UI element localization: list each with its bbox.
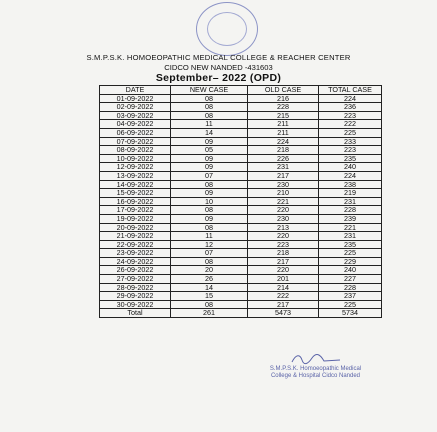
cell-new-case: 11 bbox=[171, 232, 248, 241]
cell-new-case: 20 bbox=[171, 266, 248, 275]
cell-old-case: 218 bbox=[248, 249, 319, 258]
column-header-date: DATE bbox=[100, 86, 171, 95]
cell-new-case: 07 bbox=[171, 249, 248, 258]
total-label: Total bbox=[100, 309, 171, 318]
cell-date: 30-09-2022 bbox=[100, 300, 171, 309]
cell-old-case: 228 bbox=[248, 103, 319, 112]
cell-new-case: 09 bbox=[171, 154, 248, 163]
cell-date: 14-09-2022 bbox=[100, 180, 171, 189]
cell-new-case: 07 bbox=[171, 171, 248, 180]
cell-old-case: 217 bbox=[248, 300, 319, 309]
cell-new-case: 08 bbox=[171, 223, 248, 232]
table-row bbox=[100, 275, 382, 284]
signature-block bbox=[268, 352, 363, 386]
cell-date: 06-09-2022 bbox=[100, 128, 171, 137]
cell-new-case: 08 bbox=[171, 300, 248, 309]
cell-total-case: 223 bbox=[319, 111, 382, 120]
cell-total-case: 219 bbox=[319, 189, 382, 198]
cell-total-case: 224 bbox=[319, 171, 382, 180]
cell-old-case: 201 bbox=[248, 275, 319, 284]
cell-old-case: 223 bbox=[248, 240, 319, 249]
cell-new-case: 09 bbox=[171, 214, 248, 223]
cell-old-case: 222 bbox=[248, 292, 319, 301]
opd-table bbox=[99, 85, 382, 318]
cell-total-case: 228 bbox=[319, 206, 382, 215]
cell-total-case: 235 bbox=[319, 240, 382, 249]
cell-new-case: 09 bbox=[171, 189, 248, 198]
cell-total-case: 224 bbox=[319, 94, 382, 103]
cell-total-case: 231 bbox=[319, 232, 382, 241]
cell-new-case: 08 bbox=[171, 103, 248, 112]
cell-date: 10-09-2022 bbox=[100, 154, 171, 163]
cell-old-case: 218 bbox=[248, 146, 319, 155]
table-row bbox=[100, 128, 382, 137]
cell-old-case: 226 bbox=[248, 154, 319, 163]
cell-total-case: 233 bbox=[319, 137, 382, 146]
institution-location: CIDCO NEW NANDED -431603 bbox=[164, 63, 273, 72]
cell-date: 28-09-2022 bbox=[100, 283, 171, 292]
cell-total-case: 238 bbox=[319, 180, 382, 189]
cell-old-case: 215 bbox=[248, 111, 319, 120]
cell-old-case: 210 bbox=[248, 189, 319, 198]
cell-total-case: 227 bbox=[319, 275, 382, 284]
cell-old-case: 230 bbox=[248, 180, 319, 189]
cell-old-case: 214 bbox=[248, 283, 319, 292]
cell-old-case: 230 bbox=[248, 214, 319, 223]
cell-date: 24-09-2022 bbox=[100, 257, 171, 266]
signature-scribble bbox=[286, 352, 346, 366]
cell-date: 02-09-2022 bbox=[100, 103, 171, 112]
cell-new-case: 05 bbox=[171, 146, 248, 155]
cell-total-case: 221 bbox=[319, 223, 382, 232]
table-row bbox=[100, 214, 382, 223]
table-row bbox=[100, 146, 382, 155]
cell-new-case: 14 bbox=[171, 283, 248, 292]
cell-old-case: 231 bbox=[248, 163, 319, 172]
cell-total-case: 235 bbox=[319, 154, 382, 163]
cell-total-case: 240 bbox=[319, 163, 382, 172]
cell-total-case: 236 bbox=[319, 103, 382, 112]
column-header-new-case: NEW CASE bbox=[171, 86, 248, 95]
column-header-total-case: TOTAL CASE bbox=[319, 86, 382, 95]
cell-date: 16-09-2022 bbox=[100, 197, 171, 206]
college-seal-stamp bbox=[196, 2, 258, 56]
cell-total-case: 228 bbox=[319, 283, 382, 292]
column-header-old-case: OLD CASE bbox=[248, 86, 319, 95]
cell-total-case: 225 bbox=[319, 300, 382, 309]
cell-total-case: 225 bbox=[319, 128, 382, 137]
cell-new-case: 11 bbox=[171, 120, 248, 129]
cell-total-case: 222 bbox=[319, 120, 382, 129]
cell-old-case: 217 bbox=[248, 257, 319, 266]
cell-date: 22-09-2022 bbox=[100, 240, 171, 249]
cell-date: 01-09-2022 bbox=[100, 94, 171, 103]
cell-old-case: 220 bbox=[248, 266, 319, 275]
cell-date: 26-09-2022 bbox=[100, 266, 171, 275]
table-row bbox=[100, 171, 382, 180]
cell-new-case: 10 bbox=[171, 197, 248, 206]
cell-new-case: 12 bbox=[171, 240, 248, 249]
total-old-case: 5473 bbox=[248, 309, 319, 318]
cell-date: 15-09-2022 bbox=[100, 189, 171, 198]
signature-line-1: S.M.P.S.K. Homoeopathic Medical bbox=[269, 366, 362, 372]
cell-date: 29-09-2022 bbox=[100, 292, 171, 301]
cell-total-case: 239 bbox=[319, 214, 382, 223]
cell-old-case: 221 bbox=[248, 197, 319, 206]
cell-new-case: 14 bbox=[171, 128, 248, 137]
cell-old-case: 217 bbox=[248, 171, 319, 180]
cell-date: 12-09-2022 bbox=[100, 163, 171, 172]
cell-new-case: 08 bbox=[171, 206, 248, 215]
cell-new-case: 09 bbox=[171, 137, 248, 146]
cell-date: 23-09-2022 bbox=[100, 249, 171, 258]
report-title: September– 2022 (OPD) bbox=[155, 72, 282, 84]
cell-date: 08-09-2022 bbox=[100, 146, 171, 155]
cell-date: 20-09-2022 bbox=[100, 223, 171, 232]
cell-new-case: 08 bbox=[171, 180, 248, 189]
cell-new-case: 08 bbox=[171, 94, 248, 103]
table-header-row bbox=[100, 86, 382, 95]
cell-date: 27-09-2022 bbox=[100, 275, 171, 284]
table-row bbox=[100, 189, 382, 198]
cell-new-case: 26 bbox=[171, 275, 248, 284]
table-row bbox=[100, 103, 382, 112]
institution-name: S.M.P.S.K. HOMOEOPATHIC MEDICAL COLLEGE & REACHER CENTER bbox=[86, 53, 351, 62]
cell-old-case: 224 bbox=[248, 137, 319, 146]
cell-old-case: 220 bbox=[248, 232, 319, 241]
total-row bbox=[100, 309, 382, 318]
cell-date: 13-09-2022 bbox=[100, 171, 171, 180]
cell-old-case: 216 bbox=[248, 94, 319, 103]
cell-new-case: 15 bbox=[171, 292, 248, 301]
table-row bbox=[100, 232, 382, 241]
cell-new-case: 09 bbox=[171, 163, 248, 172]
table-body bbox=[100, 94, 382, 309]
cell-total-case: 237 bbox=[319, 292, 382, 301]
cell-new-case: 08 bbox=[171, 257, 248, 266]
cell-date: 17-09-2022 bbox=[100, 206, 171, 215]
cell-old-case: 211 bbox=[248, 128, 319, 137]
cell-date: 04-09-2022 bbox=[100, 120, 171, 129]
cell-old-case: 213 bbox=[248, 223, 319, 232]
cell-new-case: 08 bbox=[171, 111, 248, 120]
cell-total-case: 231 bbox=[319, 197, 382, 206]
total-new-case: 261 bbox=[171, 309, 248, 318]
cell-old-case: 211 bbox=[248, 120, 319, 129]
cell-total-case: 223 bbox=[319, 146, 382, 155]
cell-old-case: 220 bbox=[248, 206, 319, 215]
cell-total-case: 240 bbox=[319, 266, 382, 275]
signature-line-2: College & Hospital Cidco Nanded bbox=[270, 373, 361, 379]
cell-date: 21-09-2022 bbox=[100, 232, 171, 241]
total-total-case: 5734 bbox=[319, 309, 382, 318]
cell-date: 19-09-2022 bbox=[100, 214, 171, 223]
cell-total-case: 229 bbox=[319, 257, 382, 266]
cell-date: 07-09-2022 bbox=[100, 137, 171, 146]
cell-date: 03-09-2022 bbox=[100, 111, 171, 120]
cell-total-case: 225 bbox=[319, 249, 382, 258]
